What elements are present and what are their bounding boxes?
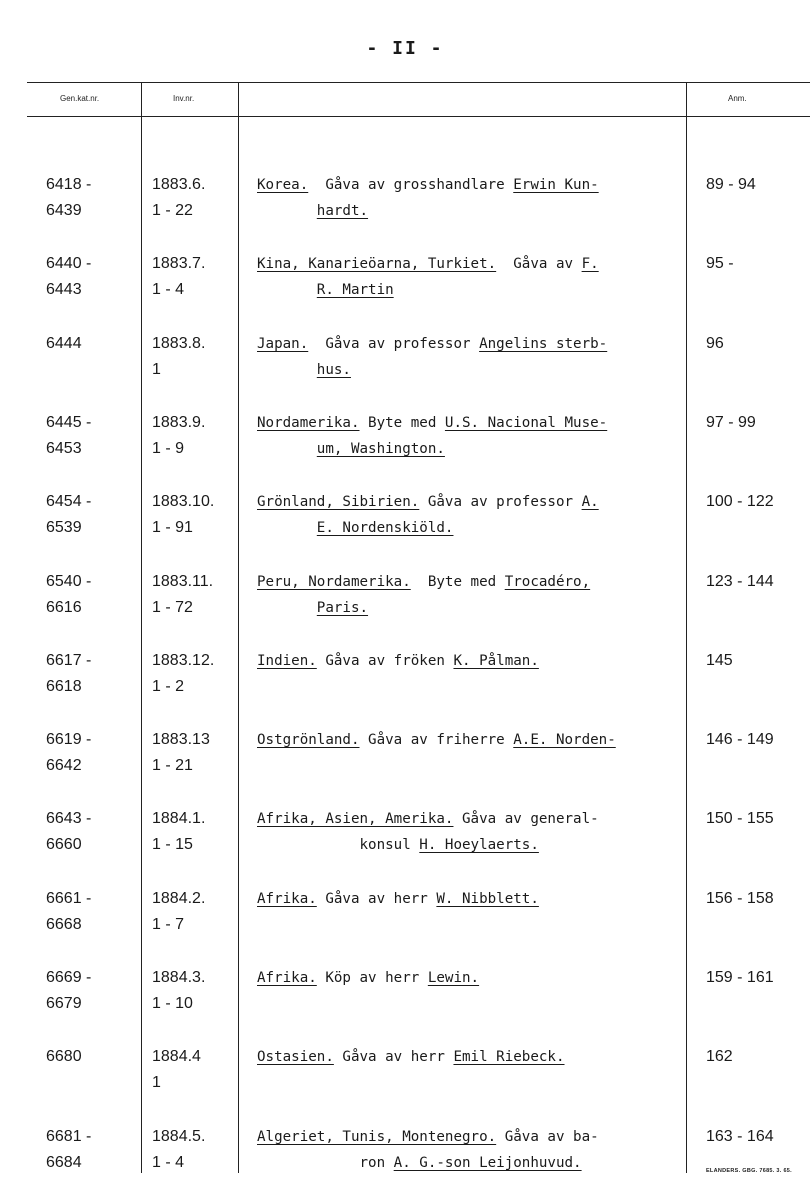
description-line [257, 277, 687, 303]
inv-nr-line: 1 - 21 [152, 757, 193, 775]
anm-cell: 96 [706, 334, 724, 352]
inv-nr-line: 1883.9. [152, 413, 206, 431]
description-line [257, 648, 687, 674]
inv-nr-line: 1 - 9 [152, 439, 185, 457]
gen-kat-nr-cell [46, 806, 91, 858]
inv-nr-line: 1884.5. [152, 1127, 206, 1145]
gen-kat-nr-cell [46, 489, 91, 541]
description-cell [257, 965, 687, 991]
description-text: Gåva av herr [316, 890, 437, 907]
description-line [257, 410, 687, 436]
description-text [257, 203, 317, 219]
inv-nr-cell [152, 965, 205, 1017]
description-cell [257, 1124, 687, 1176]
inv-nr-line: 1883.12. [152, 651, 215, 669]
inv-nr-line: 1883.7. [152, 255, 206, 273]
underlined-term: Korea. [257, 177, 309, 193]
inv-nr-cell [152, 1044, 201, 1096]
underlined-term: Trocadéro, [504, 573, 591, 590]
description-line [257, 489, 687, 515]
description-text: Gåva av grosshandlare [308, 177, 514, 193]
gen-kat-nr-line: 6617 - [46, 651, 92, 669]
anm-cell: 163 - 164 [706, 1127, 774, 1145]
underlined-term: Ostgrönland. [257, 732, 360, 749]
inv-nr-cell [152, 251, 205, 303]
description-line [257, 832, 687, 858]
inv-nr-line: 1 [152, 1074, 161, 1092]
gen-kat-nr-cell [46, 1044, 82, 1096]
inv-nr-line: 1883.11. [152, 572, 214, 590]
gen-kat-nr-line [46, 357, 82, 383]
underlined-term: Emil Riebeck. [453, 1049, 565, 1066]
underlined-term: Algeriet, Tunis, Montenegro. [257, 1128, 497, 1145]
description-text: Gåva av [496, 256, 582, 273]
underlined-term: Kina, Kanarieöarna, Turkiet. [257, 256, 497, 273]
page-title: - II - [366, 38, 444, 59]
description-line [257, 331, 687, 357]
description-cell [257, 331, 687, 383]
gen-kat-nr-line: 6454 - [46, 493, 92, 511]
underlined-term: hardt. [316, 203, 369, 219]
description-line [257, 569, 687, 595]
gen-kat-nr-line: 6540 - [46, 572, 92, 590]
gen-kat-nr-cell [46, 172, 91, 224]
gen-kat-nr-line: 6539 [46, 519, 82, 537]
description-text [257, 520, 317, 536]
description-cell [257, 569, 687, 621]
anm-cell: 123 - 144 [706, 572, 774, 590]
description-text: Byte med [359, 414, 445, 431]
header-bottom-rule [27, 116, 810, 117]
description-text: Gåva av herr [333, 1049, 454, 1066]
underlined-term: U.S. Nacional Muse- [444, 414, 608, 431]
gen-kat-nr-line: 6679 [46, 995, 82, 1012]
header-inv-nr: Inv.nr. [173, 94, 195, 103]
underlined-term: A. G.-son Leijonhuvud. [393, 1154, 582, 1171]
table-row [0, 727, 810, 807]
description-cell [257, 172, 687, 224]
description-cell [257, 727, 687, 753]
inv-nr-line: 1 - 4 [152, 1153, 185, 1171]
gen-kat-nr-line: 6444 [46, 334, 82, 352]
inv-nr-cell [152, 648, 214, 700]
description-line [257, 172, 687, 198]
inv-nr-line: 1 - 15 [152, 836, 193, 854]
table-row [0, 489, 810, 569]
table-row [0, 648, 810, 728]
table-top-rule [27, 82, 810, 83]
inv-nr-cell [152, 410, 205, 462]
underlined-term: Peru, Nordamerika. [257, 573, 411, 590]
anm-cell: 100 - 122 [706, 493, 774, 511]
description-text: konsul [257, 837, 420, 854]
gen-kat-nr-line: 6618 [46, 677, 82, 695]
table-row [0, 569, 810, 649]
gen-kat-nr-line: 6642 [46, 757, 82, 775]
description-text: Gåva av general- [453, 811, 599, 828]
underlined-term: Erwin Kun- [513, 177, 599, 193]
anm-cell: 150 - 155 [706, 810, 774, 828]
description-text [257, 441, 317, 457]
anm-cell: 95 - [706, 255, 734, 273]
gen-kat-nr-line: 6418 - [46, 176, 92, 193]
description-line [257, 1044, 687, 1070]
gen-kat-nr-line: 6661 - [46, 889, 92, 907]
inv-nr-cell [152, 806, 205, 858]
description-cell [257, 806, 687, 858]
underlined-term: Ostasien. [257, 1049, 334, 1066]
inv-nr-line: 1 - 2 [152, 677, 185, 695]
anm-cell: 89 - 94 [706, 176, 756, 193]
description-text: Gåva av ba- [496, 1128, 599, 1145]
gen-kat-nr-cell [46, 648, 91, 700]
inv-nr-cell [152, 172, 205, 224]
gen-kat-nr-cell [46, 1124, 91, 1176]
description-cell [257, 489, 687, 541]
inv-nr-cell [152, 569, 213, 621]
underlined-term: A.E. Norden- [513, 732, 616, 749]
table-row [0, 172, 810, 252]
description-text [257, 362, 317, 378]
gen-kat-nr-line: 6439 [46, 202, 82, 219]
inv-nr-line: 1883.8. [152, 334, 206, 352]
anm-cell: 162 [706, 1048, 733, 1066]
gen-kat-nr-cell [46, 727, 91, 779]
description-text: Köp av herr [316, 970, 428, 986]
inv-nr-line: 1 - 7 [152, 915, 185, 933]
table-row [0, 886, 810, 966]
gen-kat-nr-cell [46, 410, 91, 462]
underlined-term: Nordamerika. [257, 414, 360, 431]
underlined-term: Angelins sterb- [479, 335, 608, 352]
underlined-term: Afrika. [257, 890, 317, 907]
description-line [257, 965, 687, 991]
description-text: Byte med [410, 573, 505, 590]
anm-cell: 145 [706, 651, 733, 669]
inv-nr-cell [152, 489, 214, 541]
inv-nr-line: 1884.4 [152, 1048, 201, 1066]
description-line [257, 886, 687, 912]
underlined-term: K. Pålman. [453, 652, 539, 669]
inv-nr-line: 1883.10. [152, 493, 215, 511]
underlined-term: A. [581, 494, 599, 511]
table-row [0, 965, 810, 1045]
inv-nr-line: 1883.6. [152, 176, 206, 193]
description-cell [257, 648, 687, 674]
gen-kat-nr-cell [46, 965, 91, 1017]
table-row [0, 410, 810, 490]
underlined-term: W. Nibblett. [436, 890, 539, 907]
inv-nr-line: 1 - 91 [152, 519, 193, 537]
inv-nr-line: 1 - 10 [152, 995, 193, 1012]
inv-nr-cell [152, 1124, 205, 1176]
gen-kat-nr-line: 6616 [46, 598, 82, 616]
table-row [0, 806, 810, 886]
header-anm: Anm. [728, 94, 747, 103]
gen-kat-nr-cell [46, 251, 91, 303]
description-cell [257, 1044, 687, 1070]
underlined-term: F. [581, 256, 599, 273]
anm-cell: 97 - 99 [706, 413, 756, 431]
gen-kat-nr-line: 6445 - [46, 413, 92, 431]
description-text: ron [257, 1154, 394, 1171]
description-line [257, 727, 687, 753]
inv-nr-line: 1 - 4 [152, 281, 185, 299]
gen-kat-nr-cell [46, 886, 91, 938]
inv-nr-line: 1 [152, 360, 161, 378]
description-line [257, 515, 687, 541]
inv-nr-cell [152, 331, 205, 383]
underlined-term: um, Washington. [316, 440, 445, 457]
anm-cell: 146 - 149 [706, 731, 774, 749]
anm-cell: 156 - 158 [706, 889, 774, 907]
underlined-term: Afrika, Asien, Amerika. [257, 811, 454, 828]
inv-nr-cell [152, 886, 205, 938]
inv-nr-cell [152, 727, 210, 779]
description-text: Gåva av friherre [359, 732, 514, 749]
underlined-term: Grönland, Sibirien. [257, 494, 420, 511]
gen-kat-nr-line: 6681 - [46, 1127, 92, 1145]
gen-kat-nr-line: 6443 [46, 281, 82, 299]
description-line [257, 198, 687, 224]
gen-kat-nr-line: 6680 [46, 1048, 82, 1066]
gen-kat-nr-line: 6643 - [46, 810, 92, 828]
description-text: Gåva av fröken [316, 652, 454, 669]
anm-cell: 159 - 161 [706, 969, 774, 986]
gen-kat-nr-line: 6669 - [46, 969, 92, 986]
description-line [257, 251, 687, 277]
table-row [0, 1124, 810, 1204]
gen-kat-nr-line: 6684 [46, 1153, 82, 1171]
gen-kat-nr-line: 6660 [46, 836, 82, 854]
underlined-term: H. Hoeylaerts. [419, 837, 539, 854]
description-cell [257, 410, 687, 462]
description-line [257, 357, 687, 383]
description-line [257, 1124, 687, 1150]
underlined-term: Lewin. [427, 970, 480, 986]
inv-nr-line: 1 - 72 [152, 598, 193, 616]
description-cell [257, 886, 687, 912]
table-row [0, 251, 810, 331]
description-line [257, 436, 687, 462]
underlined-term: hus. [316, 361, 351, 378]
description-line [257, 806, 687, 832]
gen-kat-nr-cell [46, 569, 91, 621]
description-line [257, 595, 687, 621]
description-text: Gåva av professor [308, 335, 480, 352]
description-text [257, 600, 317, 616]
description-text: Gåva av professor [419, 494, 582, 511]
underlined-term: Indien. [257, 652, 317, 669]
gen-kat-nr-line: 6619 - [46, 731, 92, 749]
description-line [257, 1150, 687, 1176]
description-text [257, 282, 317, 298]
inv-nr-line: 1 - 22 [152, 202, 193, 219]
inv-nr-line: 1884.3. [152, 969, 206, 986]
description-cell [257, 251, 687, 303]
printer-imprint: ELANDERS. GBG. 7685. 3. 65. [705, 1168, 792, 1174]
inv-nr-line: 1884.2. [152, 889, 206, 907]
underlined-term: Japan. [257, 335, 309, 352]
underlined-term: R. Martin [316, 282, 394, 299]
underlined-term: E. Nordenskiöld. [316, 520, 454, 537]
gen-kat-nr-line: 6440 - [46, 255, 92, 273]
underlined-term: Afrika. [257, 970, 317, 986]
table-row [0, 331, 810, 411]
gen-kat-nr-line: 6668 [46, 915, 82, 933]
inv-nr-line: 1883.13 [152, 731, 210, 749]
gen-kat-nr-line [46, 1070, 82, 1096]
underlined-term: Paris. [316, 599, 369, 616]
gen-kat-nr-line: 6453 [46, 439, 82, 457]
table-row [0, 1044, 810, 1124]
gen-kat-nr-cell [46, 331, 82, 383]
inv-nr-line: 1884.1. [152, 810, 206, 828]
header-gen-kat-nr: Gen.kat.nr. [60, 94, 100, 103]
